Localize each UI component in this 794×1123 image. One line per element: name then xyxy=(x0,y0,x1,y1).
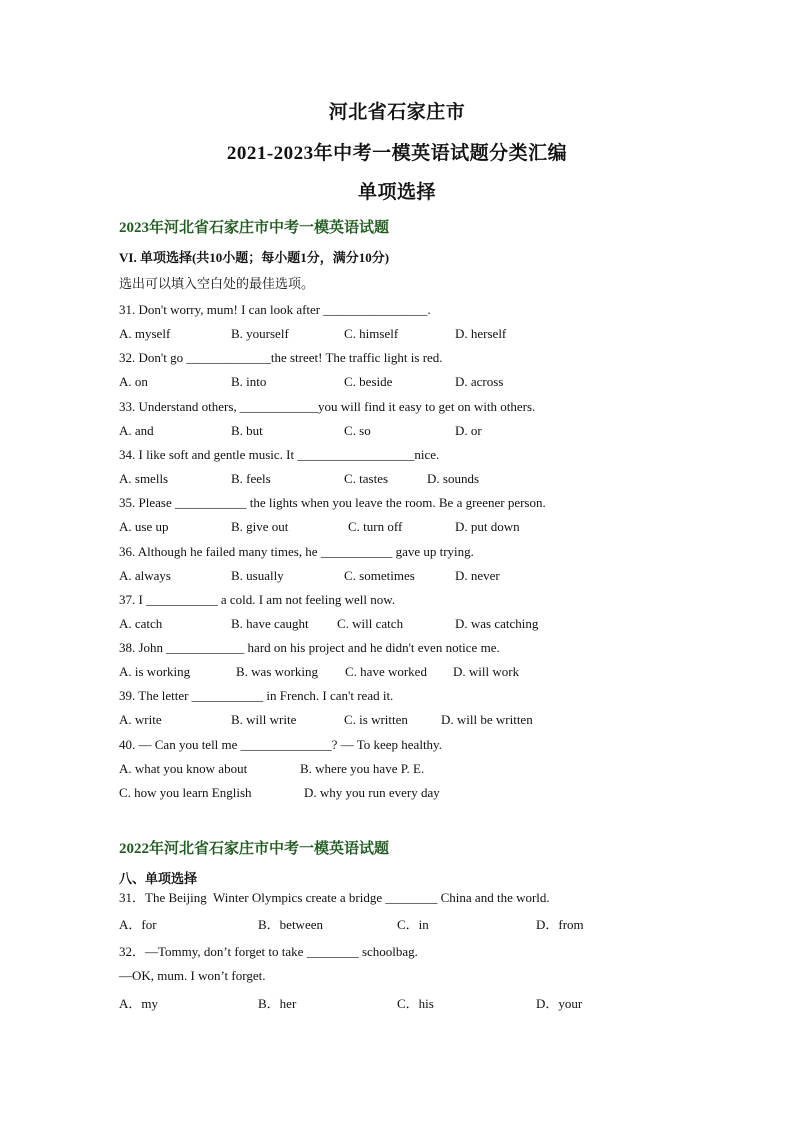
option-b: B. into xyxy=(231,374,267,389)
option-d: D. was catching xyxy=(455,616,539,631)
option-d: D. sounds xyxy=(427,471,480,486)
question-stem: 39. The letter ___________ in French. I can't read it. xyxy=(119,688,394,703)
option-b: B. was working xyxy=(236,664,318,679)
section-2023-heading: 2023年河北省石家庄市中考一模英语试题 xyxy=(119,220,390,236)
section-2022-heading: 2022年河北省石家庄市中考一模英语试题 xyxy=(119,841,390,857)
option-d: D. will be written xyxy=(441,712,533,727)
question-stem: 36. Although he failed many times, he ___________ gave up trying. xyxy=(119,544,474,559)
option-b: B. where you have P. E. xyxy=(300,761,425,776)
option-c: C. is written xyxy=(344,712,408,727)
option-c: C. himself xyxy=(344,326,399,341)
option-a: A. on xyxy=(119,374,148,389)
option-a: A. write xyxy=(119,712,162,727)
option-b: B. will write xyxy=(231,712,297,727)
option-c: C. beside xyxy=(344,374,393,389)
option-a: A．for xyxy=(119,917,157,932)
option-c: C. so xyxy=(344,423,371,438)
question-stem: 33. Understand others, ____________you will find it easy to get on with others. xyxy=(119,399,536,414)
option-a: A. use up xyxy=(119,519,169,534)
option-a: A. and xyxy=(119,423,154,438)
option-a: A. is working xyxy=(119,664,191,679)
doc-title-region: 河北省石家庄市 xyxy=(328,102,466,123)
section-2023-instruction: 选出可以填入空白处的最佳选项。 xyxy=(119,276,315,291)
option-a: A. always xyxy=(119,568,171,583)
question-stem: 37. I ___________ a cold. I am not feeling well now. xyxy=(119,592,396,607)
option-a: A. smells xyxy=(119,471,169,486)
question-stem: 40. — Can you tell me ______________? — To keep healthy. xyxy=(119,737,442,752)
doc-title-main: 2021-2023年中考一模英语试题分类汇编 xyxy=(226,143,568,164)
section-2022-part: 八、单项选择 xyxy=(119,871,198,886)
question-stem: 32. Don't go _____________the street! The traffic light is red. xyxy=(119,350,443,365)
option-b: B. yourself xyxy=(231,326,289,341)
option-b: B. but xyxy=(231,423,263,438)
option-b: B. have caught xyxy=(231,616,309,631)
option-c: C．his xyxy=(397,996,434,1011)
option-c: C. tastes xyxy=(344,471,389,486)
option-c: C．in xyxy=(397,917,429,932)
option-a: A．my xyxy=(119,996,159,1011)
option-d: D. or xyxy=(455,423,482,438)
option-d: D. why you run every day xyxy=(304,785,440,800)
question-stem: 32．—Tommy, don’t forget to take ________ schoolbag. xyxy=(119,944,418,959)
option-b: B. feels xyxy=(231,471,271,486)
option-d: D. put down xyxy=(455,519,520,534)
option-d: D．from xyxy=(536,917,584,932)
option-a: A. catch xyxy=(119,616,163,631)
option-d: D. across xyxy=(455,374,504,389)
option-b: B．her xyxy=(258,996,297,1011)
option-c: C. how you learn English xyxy=(119,785,252,800)
question-stem: 38. John ____________ hard on his project and he didn't even notice me. xyxy=(119,640,500,655)
question-stem: 34. I like soft and gentle music. It __________________nice. xyxy=(119,447,440,462)
option-d: D. will work xyxy=(453,664,520,679)
question-stem: 31．The Beijing Winter Olympics create a bridge ________ China and the world. xyxy=(119,890,550,905)
option-c: C. turn off xyxy=(348,519,403,534)
option-c: C. sometimes xyxy=(344,568,415,583)
option-d: D. never xyxy=(455,568,500,583)
option-d: D．your xyxy=(536,996,583,1011)
option-b: B. give out xyxy=(231,519,289,534)
option-c: C. will catch xyxy=(337,616,404,631)
option-b: B. usually xyxy=(231,568,284,583)
doc-title-topic: 单项选择 xyxy=(357,182,436,203)
option-a: A. what you know about xyxy=(119,761,248,776)
option-d: D. herself xyxy=(455,326,507,341)
option-a: A. myself xyxy=(119,326,171,341)
option-b: B．between xyxy=(258,917,323,932)
section-2023-part: VI. 单项选择(共10小题；每小题1分，满分10分) xyxy=(119,250,390,265)
question-stem: 31. Don't worry, mum! I can look after ________________. xyxy=(119,302,431,317)
question-stem: 35. Please ___________ the lights when you leave the room. Be a greener person. xyxy=(119,495,546,510)
option-c: C. have worked xyxy=(345,664,427,679)
question-stem-continued: —OK, mum. I won’t forget. xyxy=(119,968,266,983)
